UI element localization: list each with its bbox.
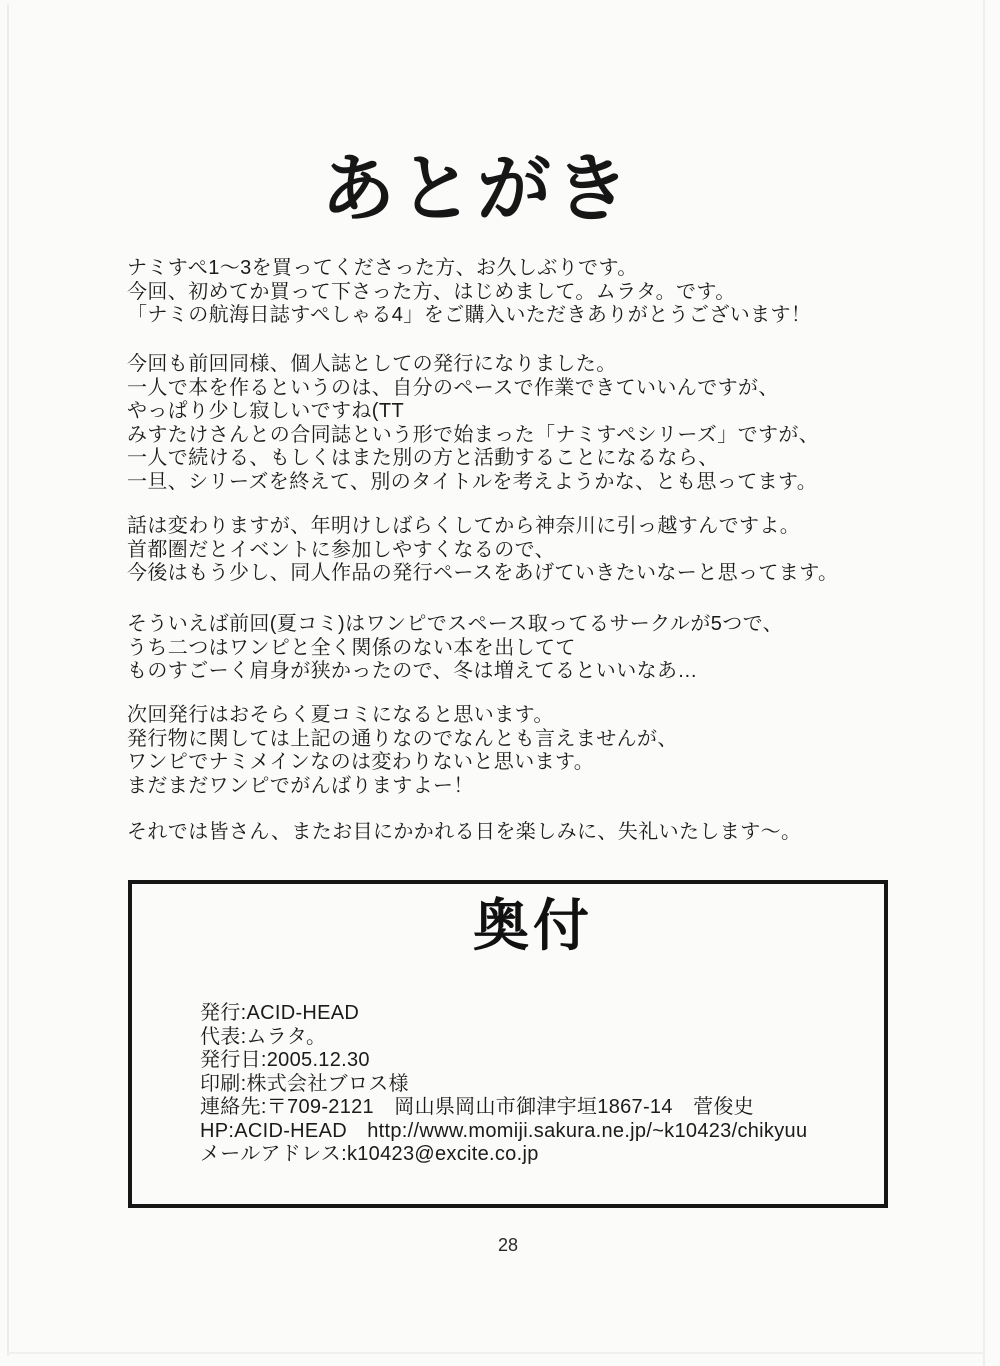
afterword-paragraph	[127, 613, 877, 684]
text-line: 一人で続ける、もしくはまた別の方と活動することになるなら、	[127, 447, 719, 469]
colophon-box	[128, 880, 888, 1208]
afterword-paragraph	[127, 704, 877, 798]
afterword-paragraph	[127, 257, 877, 328]
text-line: 「ナミの航海日誌すぺしゃる4」をご購入いただきありがとうございます！	[127, 304, 812, 326]
afterword-paragraph	[127, 353, 877, 494]
colophon-line-representative: 代表:ムラタ。	[200, 1025, 327, 1048]
colophon-lines	[200, 1002, 807, 1167]
scan-edge-artifact-bottom	[7, 1352, 985, 1354]
colophon-line-homepage: HP:ACID-HEAD http://www.momiji.sakura.ne.jp/~k10423/chikyuu	[200, 1119, 808, 1142]
text-line: 発行物に関しては上記の通りなのでなんとも言えませんが、	[127, 727, 678, 750]
colophon-title: 奥付	[473, 894, 593, 957]
text-line: まだまだワンピでがんばりますよー！	[127, 774, 474, 797]
page-title: あとがき	[321, 147, 633, 230]
text-line: 一旦、シリーズを終えて、別のタイトルを考えようかな、とも思ってます。	[127, 470, 818, 493]
colophon-line-publish-date: 発行日:2005.12.30	[200, 1049, 370, 1071]
text-line: 首都圏だとイベントに参加しやすくなるので、	[127, 538, 555, 561]
text-line: 一人で本を作るというのは、自分のペースで作業できていいんですが、	[127, 376, 779, 399]
text-line: 話は変わりますが、年明けしばらくしてから神奈川に引っ越すんですよ。	[127, 515, 801, 537]
text-line: ナミすぺ1～3を買ってくださった方、お久しぶりです。	[127, 257, 638, 279]
afterword-paragraph	[127, 821, 877, 845]
text-line: ワンピでナミメインなのは変わりないと思います。	[127, 751, 595, 773]
text-line: 次回発行はおそらく夏コミになると思います。	[127, 704, 554, 726]
colophon-line-printer: 印刷:株式会社ブロス様	[200, 1072, 409, 1095]
text-line: うち二つはワンピと全く関係のない本を出してて	[127, 636, 576, 659]
text-line: ものすごーく肩身が狭かったので、冬は増えてるといいなあ…	[127, 660, 698, 682]
page-number: 28	[497, 1235, 519, 1255]
text-line: 今後はもう少し、同人作品の発行ペースをあげていきたいなーと思ってます。	[127, 562, 839, 584]
text-line: それでは皆さん、またお目にかかれる日を楽しみに、失礼いたします～。	[127, 821, 802, 843]
text-line: 今回も前回同様、個人誌としての発行になりました。	[127, 353, 617, 375]
text-line: やっぱり少し寂しいですね(TT	[127, 400, 405, 422]
text-line: そういえば前回(夏コミ)はワンピでスペース取ってるサークルが5つで、	[127, 613, 784, 635]
colophon-line-contact-address: 連絡先:〒709-2121 岡山県岡山市御津宇垣1867-14 菅俊史	[200, 1096, 754, 1118]
colophon-line-publisher: 発行:ACID-HEAD	[200, 1002, 360, 1024]
text-line: みすたけさんとの合同誌という形で始まった「ナミすぺシリーズ」ですが、	[127, 423, 820, 446]
colophon-line-email: メールアドレス:k10423@excite.co.jp	[200, 1143, 539, 1165]
afterword-paragraph	[127, 515, 877, 586]
scan-edge-artifact-right	[983, 0, 985, 1366]
text-line: 今回、初めてか買って下さった方、はじめまして。ムラタ。です。	[127, 280, 736, 303]
